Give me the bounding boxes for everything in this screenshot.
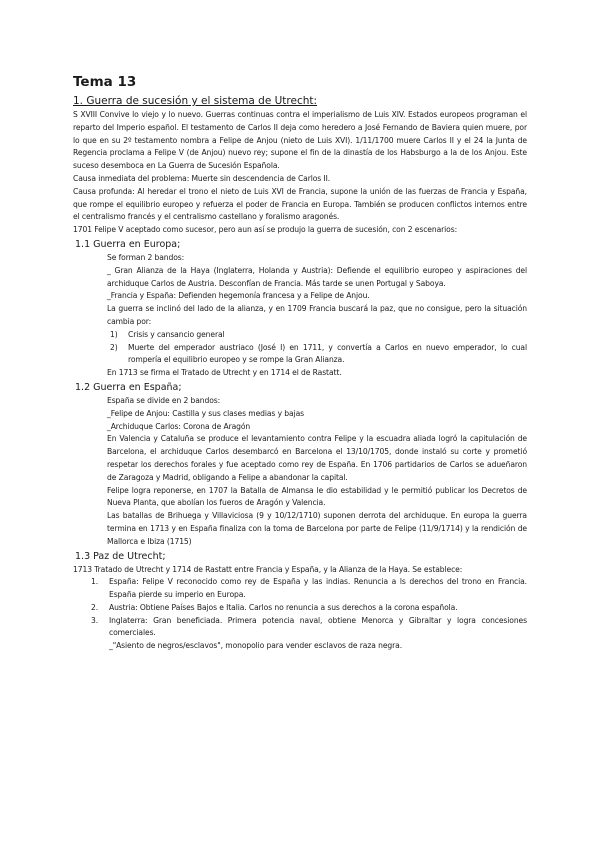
causa-inmediata: Causa inmediata del problema: Muerte sin descendencia de Carlos II. (73, 173, 331, 183)
section-1-heading: 1. Guerra de sucesión y el sistema de Utrecht: (73, 95, 318, 107)
causa-profunda: Causa profunda: Al heredar el trono el nieto de Luis XVI de Francia, supone la unión de las fuerzas de Francia y España, que rompe el equilibrio europeo y refuerza el poder de Francia en Europa. También se producen conflictos internos entre el centralismo francés y el centralismo castellano y foralismo aragonés. (73, 186, 527, 222)
list-item: 3. Inglaterra: Gran beneficiada. Primera potencia naval, obtiene Menorca y Gibraltar y logra concesiones comerciales. (91, 615, 527, 638)
paz-intro: 1713 Tratado de Utrecht y 1714 de Rastatt entre Francia y España, y la Alianza de la Haya. Se establece: (73, 564, 463, 574)
tratado-utrecht: En 1713 se firma el Tratado de Utrecht y en 1714 el de Rastatt. (107, 368, 342, 378)
list-item: 2) Muerte del emperador austriaco (José I) en 1711, y convertía a Carlos en nuevo emperador, lo cual rompería el equilibrio europeo y se rompe la Gran Alianza. (110, 342, 527, 365)
brihuega-paragraph: Las batallas de Brihuega y Villaviciosa (9 y 10/12/1710) suponen derrota del archiduque. En europa la guerra termina en 1713 y en España finaliza con la toma de Barcelona por parte de Felipe (11/9/1714) y la rendición de Mallorca e Ibiza (1715) (107, 511, 527, 546)
asiento-negros: _"Asiento de negros/esclavos", monopolio para vender esclavos de raza negra. (109, 641, 403, 651)
almansa-paragraph: Felipe logra reponerse, en 1707 la Batalla de Almansa le dio estabilidad y le permitió publicar los Decretos de Nueva Planta, que abolían los fueros de Aragón y Valencia. (107, 485, 527, 508)
list-item: 1. España: Felipe V reconocido como rey de España y las indias. Renuncia a ls derechos del trono en Francia. España pierde su imperio en Europa. (91, 577, 527, 600)
bandos-espana: España se divide en 2 bandos: (107, 395, 221, 405)
felipe-sucesor: 1701 Felipe V aceptado como sucesor, pero aun así se produjo la guerra de sucesión, con 2 escenarios: (73, 225, 458, 235)
section-1-3-heading: 1.3 Paz de Utrecht; (75, 550, 166, 562)
guerra-europa: La guerra se inclinó del lado de la alianza, y en 1709 Francia buscará la paz, que no consigue, pero la situación cambia por: (107, 304, 527, 326)
gran-alianza: _ Gran Alianza de la Haya (Inglaterra, Holanda y Austria): Defiende el equilibrio europeo y aspiraciones del archiduque Carlos de Austria. Desconfían de Francia. Más tarde se unen Portugal y Saboya. (107, 265, 527, 288)
francia-espana: _Francia y España: Defienden hegemonía francesa y a Felipe de Anjou. (107, 291, 370, 301)
list-item: 1) Crisis y cansancio general (110, 329, 225, 339)
section-1-intro: S XVIII Convive lo viejo y lo nuevo. Guerras continuas contra el imperialismo de Luis XIV. Estados europeos programan el reparto del Imperio español. El testamento de Carlos II deja como heredero a José Fernando de Baviera quien muere, por lo que en su 2º testamento nombra a Felipe de Anjou (nieto de Luis XVI). 1/11/1700 muere Carlos II y el 24 la Junta de Regencia proclama a Felipe V (de Anjou) nuevo rey; supone el fin de la dinastía de los Habsburgo a la de los Anjou. Este suceso desemboca en La Guerra de Sucesión Española. (73, 110, 527, 171)
felipe-bando: _Felipe de Anjou: Castilla y sus clases medias y bajas (107, 408, 304, 418)
bandos-europa: Se forman 2 bandos: (107, 252, 185, 262)
carlos-bando: _Archiduque Carlos: Corona de Aragón (107, 421, 251, 431)
page-title: Tema 13 (73, 74, 137, 90)
section-1-2-heading: 1.2 Guerra en España; (75, 381, 182, 393)
establece-list (73, 576, 527, 640)
section-1-1-heading: 1.1 Guerra en Europa; (75, 238, 181, 250)
situacion-list (73, 329, 527, 367)
valencia-paragraph: En Valencia y Cataluña se produce el levantamiento contra Felipe y la escuadra aliada logró la capitulación de Barcelona, el archiduque Carlos desembarcó en Barcelona el 13/10/1705, donde instaló su corte y prometió respetar los derechos forales y fue aceptado como rey de España. En 1706 partidarios de Carlos se adueñaron de Zaragoza y Madrid, obligando a Felipe a abandonar la capital. (107, 434, 527, 482)
document-content (73, 74, 527, 653)
list-item: 2. Austria: Obtiene Países Bajos e Italia. Carlos no renuncia a sus derechos a la corona española. (91, 602, 458, 612)
